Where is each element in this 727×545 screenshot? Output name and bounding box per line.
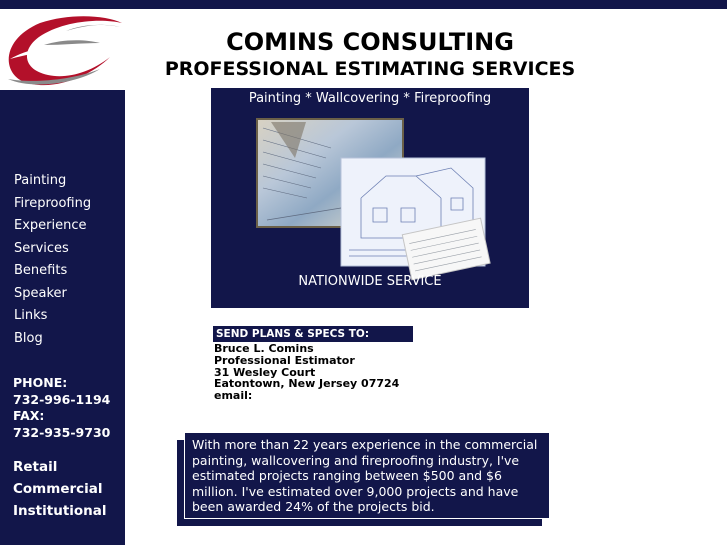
- phone-label: PHONE:: [13, 375, 68, 390]
- main-nav: [14, 172, 91, 352]
- page-title: [125, 28, 615, 82]
- nav-link-blog[interactable]: Blog: [14, 330, 43, 346]
- contact-info: [13, 375, 110, 441]
- address-city: Eatontown, New Jersey 07724: [214, 377, 400, 391]
- category-institutional: Institutional: [13, 503, 107, 519]
- nav-link-links[interactable]: Links: [14, 308, 48, 323]
- nav-link-fireproofing[interactable]: Fireproofing: [14, 195, 92, 211]
- address-title: Professional Estimator: [214, 353, 355, 367]
- nav-link-painting[interactable]: Painting: [14, 173, 67, 188]
- nav-link-experience[interactable]: Experience: [14, 218, 87, 233]
- company-name: COMINS CONSULTING: [226, 28, 514, 56]
- services-banner: [211, 88, 529, 308]
- company-tagline: PROFESSIONAL ESTIMATING SERVICES: [164, 58, 576, 80]
- nav-link-services[interactable]: Services: [14, 240, 69, 256]
- address-name: Bruce L. Comins: [214, 342, 314, 355]
- mailing-address: [214, 343, 399, 402]
- banner-footer: NATIONWIDE SERVICE: [298, 274, 442, 289]
- address-email-label[interactable]: email:: [214, 389, 253, 403]
- fax-number: 732-935-9730: [13, 424, 111, 440]
- logo[interactable]: [0, 9, 125, 90]
- fax-label: FAX:: [13, 408, 45, 423]
- nav-link-speaker[interactable]: Speaker: [14, 285, 67, 301]
- phone-number: 732-996-1194: [13, 391, 111, 407]
- address-street: 31 Wesley Court: [214, 365, 316, 379]
- logo-swoosh-icon: [0, 9, 125, 90]
- top-bar: [0, 0, 727, 9]
- category-commercial: Commercial: [13, 481, 103, 497]
- market-categories: [13, 456, 107, 522]
- send-plans-label: SEND PLANS & SPECS TO:: [213, 326, 413, 342]
- banner-heading: Painting * Wallcovering * Fireproofing: [248, 91, 492, 106]
- sidebar: [0, 90, 125, 545]
- nav-link-benefits[interactable]: Benefits: [14, 263, 68, 278]
- category-retail: Retail: [13, 459, 58, 475]
- experience-summary: With more than 22 years experience in the commercial painting, wallcovering and fireproofing industry, I've estimated projects ranging between $500 and $6 million. I've estimated over 9,000 projects and have been awarded 24% of the projects bid.: [184, 432, 550, 519]
